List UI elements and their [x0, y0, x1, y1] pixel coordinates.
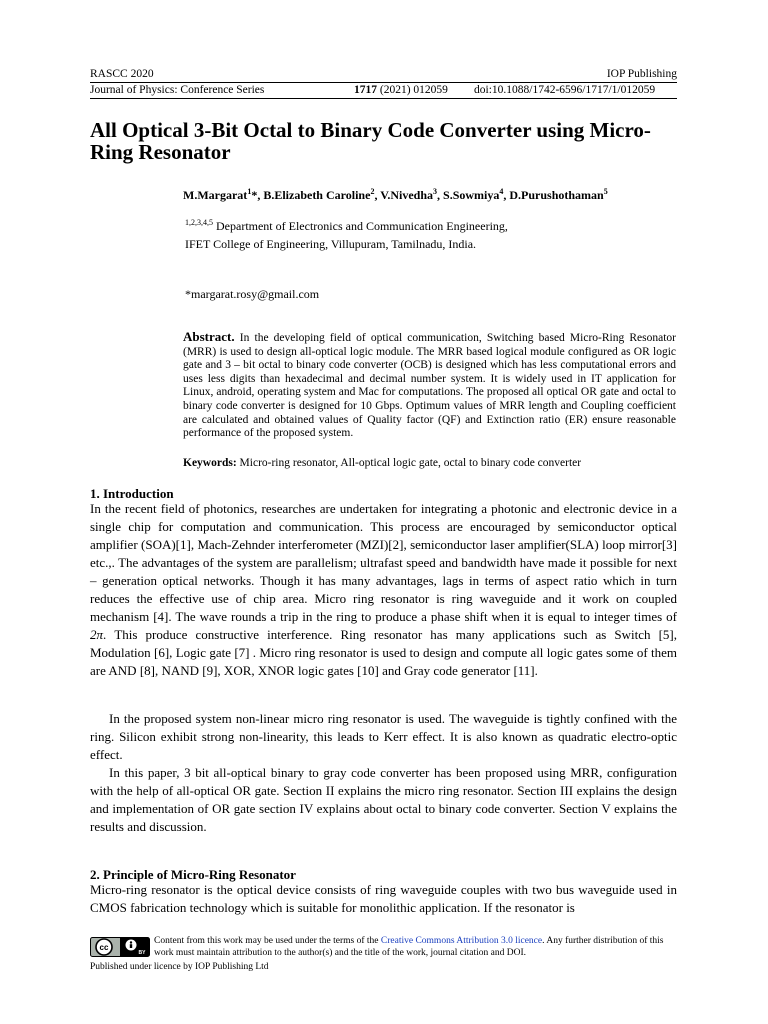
author-4: S.Sowmiya$^4$, [443, 187, 510, 202]
journal-name: Journal of Physics: Conference Series [90, 84, 265, 96]
principle-paragraph-1: Micro-ring resonator is the optical device consists of ring waveguide couples with two bus waveguide used in CMOS fabrication technology which is suitable for monolithic application. If the resonator is [90, 882, 677, 915]
header-rule-bottom [90, 98, 677, 99]
publisher-name: IOP Publishing [606, 68, 677, 80]
intro-paragraph-3: In this paper, 3 bit all-optical binary to gray code converter has been proposed using MRR, configuration with the help of all-optical OR gate. Section II explains the micro ring resonator. Section III explains the design and implementation of OR gate section IV explains about octal to binary code converter. Section V explains the results and discussion. [90, 765, 677, 834]
by-label: BY [138, 950, 146, 956]
abstract-label: Abstract. [183, 329, 235, 344]
running-header-bottom [90, 84, 677, 97]
cc-by-license-icon[interactable] [90, 937, 150, 957]
author-1: M.Margarat$^1$*, [183, 187, 264, 202]
keywords [183, 457, 676, 469]
doi: doi:10.1088/1742-6596/1717/1/012059 [474, 84, 656, 96]
keywords-label: Keywords: [183, 457, 237, 469]
header-rule [90, 82, 677, 83]
affiliation-department: $^{1,2,3,4,5}$ Department of Electronics and Communication Engineering, [185, 218, 508, 233]
conference-name: RASCC 2020 [90, 68, 154, 80]
cc-label: cc [99, 943, 109, 952]
published-notice: Published under licence by IOP Publishing Ltd [90, 962, 269, 972]
volume-year-article: (2021) 012059 [377, 84, 448, 96]
abstract-text: In the developing field of optical communication, Switching based Micro-Ring Resonator (MRR) is used to design all-optical logic module. The MRR based logical module configured as OR logic gate and 3 – bit octal to binary code converter (OCB) is designed which has less computational errors and uses less digits than hexadecimal and decimal number system. It is widely used in IT application for Linux, android, operating system and Mac for computations. The proposed all optical OR gate and octal to binary code converter is designed for 10 Gbps. Optimum values of MRR length and Coupling coefficient are calculated and obtained values of Quality factor (QF) and Extinction ratio (ER) ensure reasonable performance of the proposed system. [183, 332, 676, 440]
author-5: D.Purushothaman$^5$ [509, 187, 608, 202]
author-2: B.Elizabeth Caroline$^2$, [263, 187, 381, 202]
volume-number: 1717 [354, 84, 377, 96]
author-3: V.Nivedha$^3$, [380, 187, 444, 202]
license-notice: Content from this work may be used under the terms of the Creative Commons Attribution 3.0 licence. Any further distribution of this work must maintain attribution to the author(s) and the title of the work, journal citation and DOI. [154, 936, 664, 958]
corresponding-email: *margarat.rosy@gmail.com [185, 287, 320, 301]
running-header-top [90, 68, 677, 81]
abstract [183, 330, 676, 441]
math-two-pi: 2π [90, 627, 104, 642]
paper-title: All Optical 3-Bit Octal to Binary Code Converter using Micro-Ring Resonator [90, 118, 651, 164]
section-heading-introduction: 1. Introduction [90, 486, 174, 501]
volume-info [354, 84, 448, 97]
intro-paragraph-1: In the recent field of photonics, researches are undertaken for integrating a photonic and electronic device in a single chip for computation and communication. This process are encouraged by semiconductor optical amplifier (SOA)[1], Mach-Zehnder interferometer (MZI)[2], semiconductor laser amplifier(SLA) loop mirror[3] etc.,. The advantages of the system are parallelism; ultrafast speed and bandwidth have made it possible for next – generation optical networks. Though it has many advantages, lags in terms of aspect ratio which in turn reduces the effective use of chip area. Micro ring resonator is ring waveguide and it work on coupled mechanism [4]. The wave rounds a trip in the ring to produce a phase shift when it is equal to integer times of 2π. This produce constructive interference. Ring resonator has many applications such as Switch [5], Modulation [6], Logic gate [7] . Micro ring resonator is used to design and compute all logic gates some of them are AND [8], NAND [9], XOR, XNOR logic gates [10] and Gray code generator [11]. [90, 501, 677, 678]
intro-paragraph-2: In the proposed system non-linear micro ring resonator is used. The waveguide is tightly confined with the ring. Silicon exhibit strong non-linearity, this leads to Kerr effect. It is also known as quadratic electro-optic effect. [90, 711, 677, 762]
license-link[interactable]: Creative Commons Attribution 3.0 licence [380, 936, 543, 946]
affiliation-college: IFET College of Engineering, Villupuram, Tamilnadu, India. [185, 237, 477, 251]
section-heading-principle: 2. Principle of Micro-Ring Resonator [90, 867, 296, 882]
keywords-text: Micro-ring resonator, All-optical logic gate, octal to binary code converter [236, 457, 582, 469]
author-list [183, 188, 608, 203]
